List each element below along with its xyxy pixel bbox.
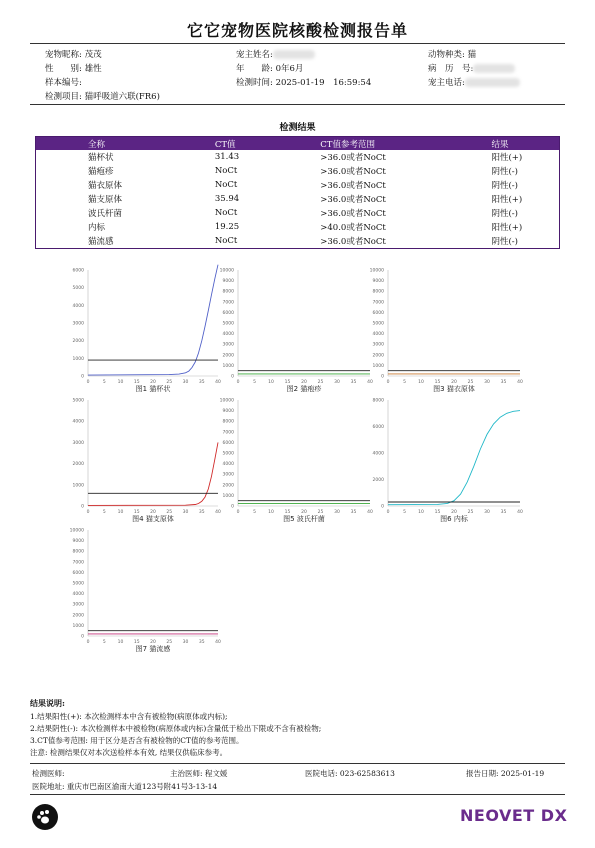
x-tick-label: 25: [467, 510, 474, 515]
y-tick-label: 7000: [222, 430, 234, 436]
y-tick-label: 0: [231, 504, 234, 510]
age: 年 龄: 0年6月: [236, 64, 304, 74]
series-line: [88, 265, 218, 375]
x-tick-label: 20: [301, 510, 307, 515]
x-tick-label: 25: [166, 510, 173, 515]
test-project: 检测项目: 猫呼吸道六联(FR6): [45, 92, 160, 102]
series-line: [88, 442, 218, 505]
cell-range: >36.0或者NoCt: [320, 181, 386, 191]
y-tick-label: 4000: [72, 592, 84, 598]
y-tick-label: 4000: [372, 332, 384, 338]
chart-title: 图7 猫流感: [135, 645, 171, 653]
x-tick-label: 15: [434, 380, 441, 385]
cell-name: 猫杯状: [88, 153, 114, 163]
species: 动物种类: 猫: [428, 50, 477, 60]
y-tick-label: 7000: [72, 560, 84, 566]
y-tick-label: 6000: [372, 310, 384, 316]
x-tick-label: 0: [236, 380, 240, 385]
y-tick-label: 0: [231, 374, 234, 380]
y-tick-label: 5000: [72, 581, 84, 587]
x-tick-label: 20: [150, 380, 156, 385]
cell-name: 波氏杆菌: [88, 209, 123, 219]
owner-name-label: 宠主姓名:: [236, 50, 273, 60]
y-tick-label: 7000: [372, 300, 384, 306]
notes-heading: 结果说明:: [30, 698, 65, 708]
x-tick-label: 40: [517, 380, 523, 385]
y-tick-label: 8000: [222, 289, 234, 295]
x-tick-label: 10: [268, 380, 274, 385]
x-tick-label: 0: [386, 380, 390, 385]
x-tick-label: 35: [198, 380, 205, 385]
x-tick-label: 35: [198, 510, 205, 515]
x-tick-label: 35: [500, 380, 507, 385]
report-date: 报告日期: 2025-01-19: [466, 769, 545, 778]
chart-title: 图2 猫疱疹: [286, 385, 322, 393]
chart-title: 图6 内标: [440, 515, 468, 523]
chart-title: 图4 猫支原体: [132, 515, 174, 523]
y-tick-label: 10000: [219, 398, 234, 404]
x-tick-label: 25: [467, 380, 474, 385]
y-tick-label: 7000: [222, 300, 234, 306]
y-tick-label: 3000: [222, 472, 234, 478]
cell-ct: 31.43: [214, 152, 240, 162]
x-tick-label: 35: [350, 510, 357, 515]
y-tick-label: 3000: [72, 321, 84, 327]
x-tick-label: 10: [418, 380, 424, 385]
header-ct: CT值: [157, 137, 272, 151]
x-tick-label: 15: [133, 640, 140, 645]
y-tick-label: 4000: [222, 462, 234, 468]
y-tick-label: 10000: [369, 268, 384, 274]
y-tick-label: 2000: [222, 483, 234, 489]
x-tick-label: 30: [182, 380, 189, 385]
x-tick-label: 10: [268, 510, 274, 515]
note-3: 3.CT值参考范围: 用于区分是否含有被检物的CT值的参考范围。: [30, 736, 244, 745]
y-tick-label: 4000: [222, 332, 234, 338]
x-tick-label: 30: [484, 510, 490, 515]
x-tick-label: 10: [117, 510, 124, 515]
y-tick-label: 6000: [222, 310, 234, 316]
y-tick-label: 10000: [69, 528, 84, 534]
y-tick-label: 0: [81, 374, 84, 380]
cell-ct: NoCt: [214, 166, 238, 176]
y-tick-label: 2000: [372, 478, 384, 483]
y-tick-label: 10000: [219, 268, 234, 274]
y-tick-label: 8000: [222, 419, 234, 425]
y-tick-label: 1000: [372, 363, 384, 369]
y-tick-label: 3000: [72, 602, 84, 608]
x-tick-label: 25: [317, 510, 324, 515]
record-label: 病 历 号:: [428, 64, 474, 74]
x-tick-label: 20: [301, 380, 307, 385]
y-tick-label: 5000: [72, 286, 84, 292]
x-tick-label: 5: [102, 640, 106, 645]
x-tick-label: 30: [182, 640, 189, 645]
x-tick-label: 30: [334, 510, 340, 515]
cell-ct: NoCt: [214, 236, 238, 246]
x-tick-label: 0: [86, 380, 90, 385]
x-tick-label: 10: [117, 380, 124, 385]
x-tick-label: 40: [517, 510, 523, 515]
x-tick-label: 35: [198, 640, 205, 645]
cell-name: 猫疱疹: [88, 167, 114, 177]
pet-name: 宠物昵称: 茂茂: [45, 50, 102, 60]
test-time: 检测时间: 2025-01-19 16:59:54: [236, 78, 372, 88]
y-tick-label: 1000: [72, 623, 84, 629]
y-tick-label: 6000: [222, 440, 234, 446]
x-tick-label: 10: [117, 640, 124, 645]
y-tick-label: 3000: [72, 440, 84, 446]
x-tick-label: 5: [253, 380, 256, 385]
cell-result: 阳性(+): [491, 195, 523, 205]
x-tick-label: 5: [253, 510, 256, 515]
x-tick-label: 5: [102, 510, 106, 515]
chart-title: 图5 波氏杆菌: [283, 515, 325, 523]
x-tick-label: 40: [215, 640, 221, 645]
paw-logo-icon: [32, 804, 58, 830]
cell-name: 猫流感: [88, 237, 114, 247]
y-tick-label: 0: [381, 374, 384, 380]
cell-ct: 35.94: [214, 194, 240, 204]
series-line: [388, 411, 520, 505]
footer-bottom-rule: [30, 794, 565, 795]
cell-range: >36.0或者NoCt: [320, 153, 386, 163]
x-tick-label: 0: [236, 510, 240, 515]
y-tick-label: 9000: [72, 539, 84, 545]
y-tick-label: 1000: [72, 483, 84, 489]
doctor: 主治医师: 程文媛: [170, 769, 228, 778]
x-tick-label: 25: [166, 380, 173, 385]
cell-ct: NoCt: [214, 208, 238, 218]
y-tick-label: 5000: [372, 321, 384, 327]
y-tick-label: 9000: [222, 279, 234, 285]
x-tick-label: 40: [215, 380, 221, 385]
report-title: 它它宠物医院核酸检测报告单: [186, 21, 408, 40]
header-result: 结果: [431, 137, 559, 151]
y-tick-label: 4000: [72, 419, 84, 425]
y-tick-label: 6000: [372, 425, 384, 430]
x-tick-label: 40: [367, 380, 373, 385]
note-1: 1.结果阳性(+): 本次检测样本中含有被检物(病原体或内标);: [30, 712, 228, 721]
y-tick-label: 1000: [222, 363, 234, 369]
y-tick-label: 5000: [72, 398, 84, 404]
y-tick-label: 2000: [372, 353, 384, 359]
cell-ct: NoCt: [214, 180, 238, 190]
cell-range: >36.0或者NoCt: [320, 209, 386, 219]
x-tick-label: 20: [150, 510, 156, 515]
x-tick-label: 35: [500, 510, 507, 515]
cell-name: 内标: [88, 223, 106, 233]
note-2: 2.结果阴性(-): 本次检测样本中被检物(病原体或内标)含量低于检出下限或不含有被检物;: [30, 724, 322, 733]
address: 医院地址: 重庆市巴南区渝南大道123号附41号3-13-14: [32, 782, 218, 791]
x-tick-label: 25: [317, 380, 324, 385]
y-tick-label: 4000: [372, 451, 384, 457]
chart-title: 图1 猫杯状: [135, 385, 171, 393]
tester: 检测医师:: [32, 769, 65, 778]
x-tick-label: 20: [451, 380, 457, 385]
x-tick-label: 35: [350, 380, 357, 385]
y-tick-label: 4000: [72, 303, 84, 309]
header-name: 全称: [36, 137, 157, 151]
y-tick-label: 6000: [72, 570, 84, 576]
results-section-title: 检测结果: [279, 123, 316, 133]
chart-title: 图3 猫衣原体: [433, 385, 475, 393]
cell-result: 阳性(+): [491, 223, 523, 233]
cell-range: >36.0或者NoCt: [320, 167, 386, 177]
cell-result: 阳性(+): [491, 153, 523, 163]
hospital-phone: 医院电话: 023-62583613: [305, 769, 395, 778]
x-tick-label: 20: [150, 640, 156, 645]
cell-result: 阴性(-): [491, 167, 518, 177]
cell-result: 阴性(-): [491, 209, 518, 219]
x-tick-label: 5: [403, 380, 406, 385]
y-tick-label: 2000: [72, 613, 84, 619]
x-tick-label: 5: [102, 380, 106, 385]
cell-name: 猫衣原体: [88, 181, 123, 191]
sample: 样本编号:: [45, 78, 82, 88]
cell-result: 阴性(-): [491, 181, 518, 191]
cell-range: >36.0或者NoCt: [320, 195, 386, 205]
y-tick-label: 0: [81, 504, 84, 510]
cell-name: 猫支原体: [88, 195, 123, 205]
x-tick-label: 40: [367, 510, 373, 515]
cell-range: >40.0或者NoCt: [320, 223, 386, 233]
x-tick-label: 15: [434, 510, 441, 515]
y-tick-label: 5000: [222, 451, 234, 457]
x-tick-label: 15: [133, 510, 140, 515]
x-tick-label: 30: [484, 380, 490, 385]
x-tick-label: 5: [403, 510, 406, 515]
y-tick-label: 8000: [72, 549, 84, 555]
y-tick-label: 1000: [72, 356, 84, 362]
cell-result: 阴性(-): [491, 237, 518, 247]
y-tick-label: 3000: [372, 342, 384, 348]
x-tick-label: 40: [215, 510, 221, 515]
y-tick-label: 2000: [72, 462, 84, 468]
cell-range: >36.0或者NoCt: [320, 237, 386, 247]
x-tick-label: 25: [166, 640, 173, 645]
x-tick-label: 0: [86, 640, 90, 645]
y-tick-label: 2000: [72, 339, 84, 345]
x-tick-label: 15: [284, 510, 291, 515]
y-tick-label: 2000: [222, 353, 234, 359]
y-tick-label: 8000: [372, 398, 384, 404]
x-tick-label: 30: [334, 380, 340, 385]
cell-ct: 19.25: [214, 222, 240, 232]
x-tick-label: 0: [386, 510, 390, 515]
y-tick-label: 0: [381, 504, 384, 510]
y-tick-label: 9000: [372, 279, 384, 285]
x-tick-label: 10: [418, 510, 424, 515]
x-tick-label: 15: [133, 380, 140, 385]
phone-label: 宠主电话:: [428, 78, 465, 88]
y-tick-label: 6000: [72, 268, 84, 274]
y-tick-label: 5000: [222, 321, 234, 327]
y-tick-label: 1000: [222, 493, 234, 499]
x-tick-label: 20: [451, 510, 457, 515]
sex: 性 别: 雄性: [45, 64, 102, 74]
y-tick-label: 8000: [372, 289, 384, 295]
x-tick-label: 30: [182, 510, 189, 515]
y-tick-label: 9000: [222, 409, 234, 415]
y-tick-label: 0: [81, 634, 84, 640]
footer-top-rule: [30, 763, 565, 764]
note-4: 注意: 检测结果仅对本次送检样本有效, 结果仅供临床参考。: [30, 748, 228, 757]
x-tick-label: 0: [86, 510, 90, 515]
y-tick-label: 3000: [222, 342, 234, 348]
brand-logo: NEOVET DX: [460, 806, 568, 825]
header-range: CT值参考范围: [272, 137, 431, 151]
x-tick-label: 15: [284, 380, 291, 385]
